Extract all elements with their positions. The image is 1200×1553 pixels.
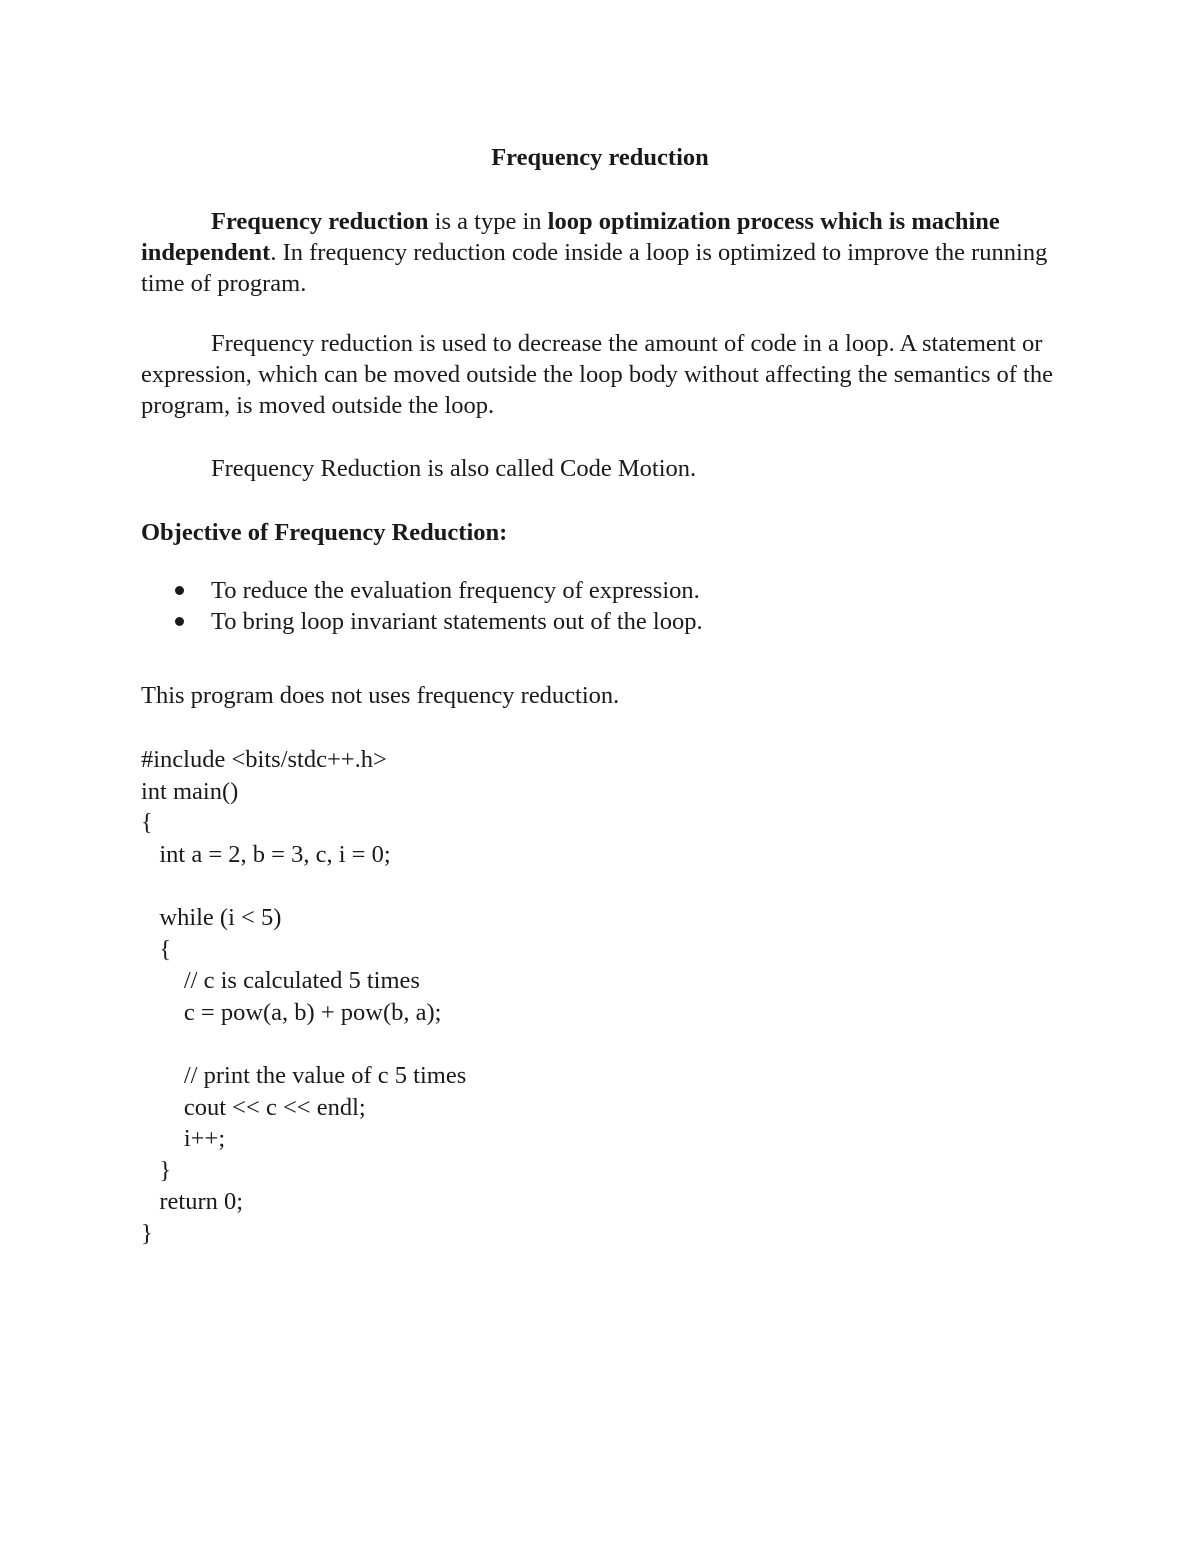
purpose-text: Frequency reduction is used to decrease the amount of code in a loop. A statement or expression, which can be moved outside the loop body without affecting the semantics of the program, is moved outside the loop. — [141, 330, 1053, 419]
code-line — [141, 1028, 466, 1060]
code-line: i++; — [141, 1125, 226, 1153]
list-item — [141, 606, 703, 637]
code-line: } — [141, 1219, 153, 1247]
alias-paragraph — [141, 453, 1071, 484]
code-block — [141, 744, 466, 1250]
code-line: } — [141, 1156, 172, 1184]
intro-bold-term: Frequency reduction — [211, 208, 429, 235]
objective-text: To reduce the evaluation frequency of expression. — [211, 577, 700, 604]
intro-text-2: . In frequency reduction code inside a loop is optimized to improve the running time of program. — [141, 239, 1048, 297]
objective-heading: Objective of Frequency Reduction: — [141, 519, 508, 546]
code-line: // c is calculated 5 times — [141, 967, 420, 995]
code-line: c = pow(a, b) + pow(b, a); — [141, 998, 442, 1026]
code-line: while (i < 5) — [141, 903, 282, 931]
objective-text: To bring loop invariant statements out of the loop. — [211, 608, 703, 635]
list-item — [141, 575, 703, 606]
code-line: int a = 2, b = 3, c, i = 0; — [141, 840, 391, 868]
document-title: Frequency reduction — [491, 144, 709, 171]
intro-paragraph — [141, 206, 1071, 299]
code-line: { — [141, 809, 153, 837]
purpose-paragraph — [141, 328, 1071, 421]
objective-list — [141, 575, 703, 637]
bullet-icon — [175, 586, 184, 595]
code-line: { — [141, 935, 172, 963]
bullet-icon — [175, 617, 184, 626]
code-line: // print the value of c 5 times — [141, 1061, 467, 1089]
intro-text-1: is a type in — [428, 208, 548, 235]
code-line: cout << c << endl; — [141, 1093, 366, 1121]
alias-text: Frequency Reduction is also called Code Motion. — [211, 455, 697, 482]
code-line: int main() — [141, 777, 239, 805]
program-intro: This program does not uses frequency reduction. — [141, 682, 620, 709]
code-line: #include <bits/stdc++.h> — [141, 746, 387, 773]
intro-bold-phrase: loop optimization process which is machine independent — [141, 208, 1000, 266]
code-line: return 0; — [141, 1188, 244, 1216]
code-line — [141, 870, 466, 902]
